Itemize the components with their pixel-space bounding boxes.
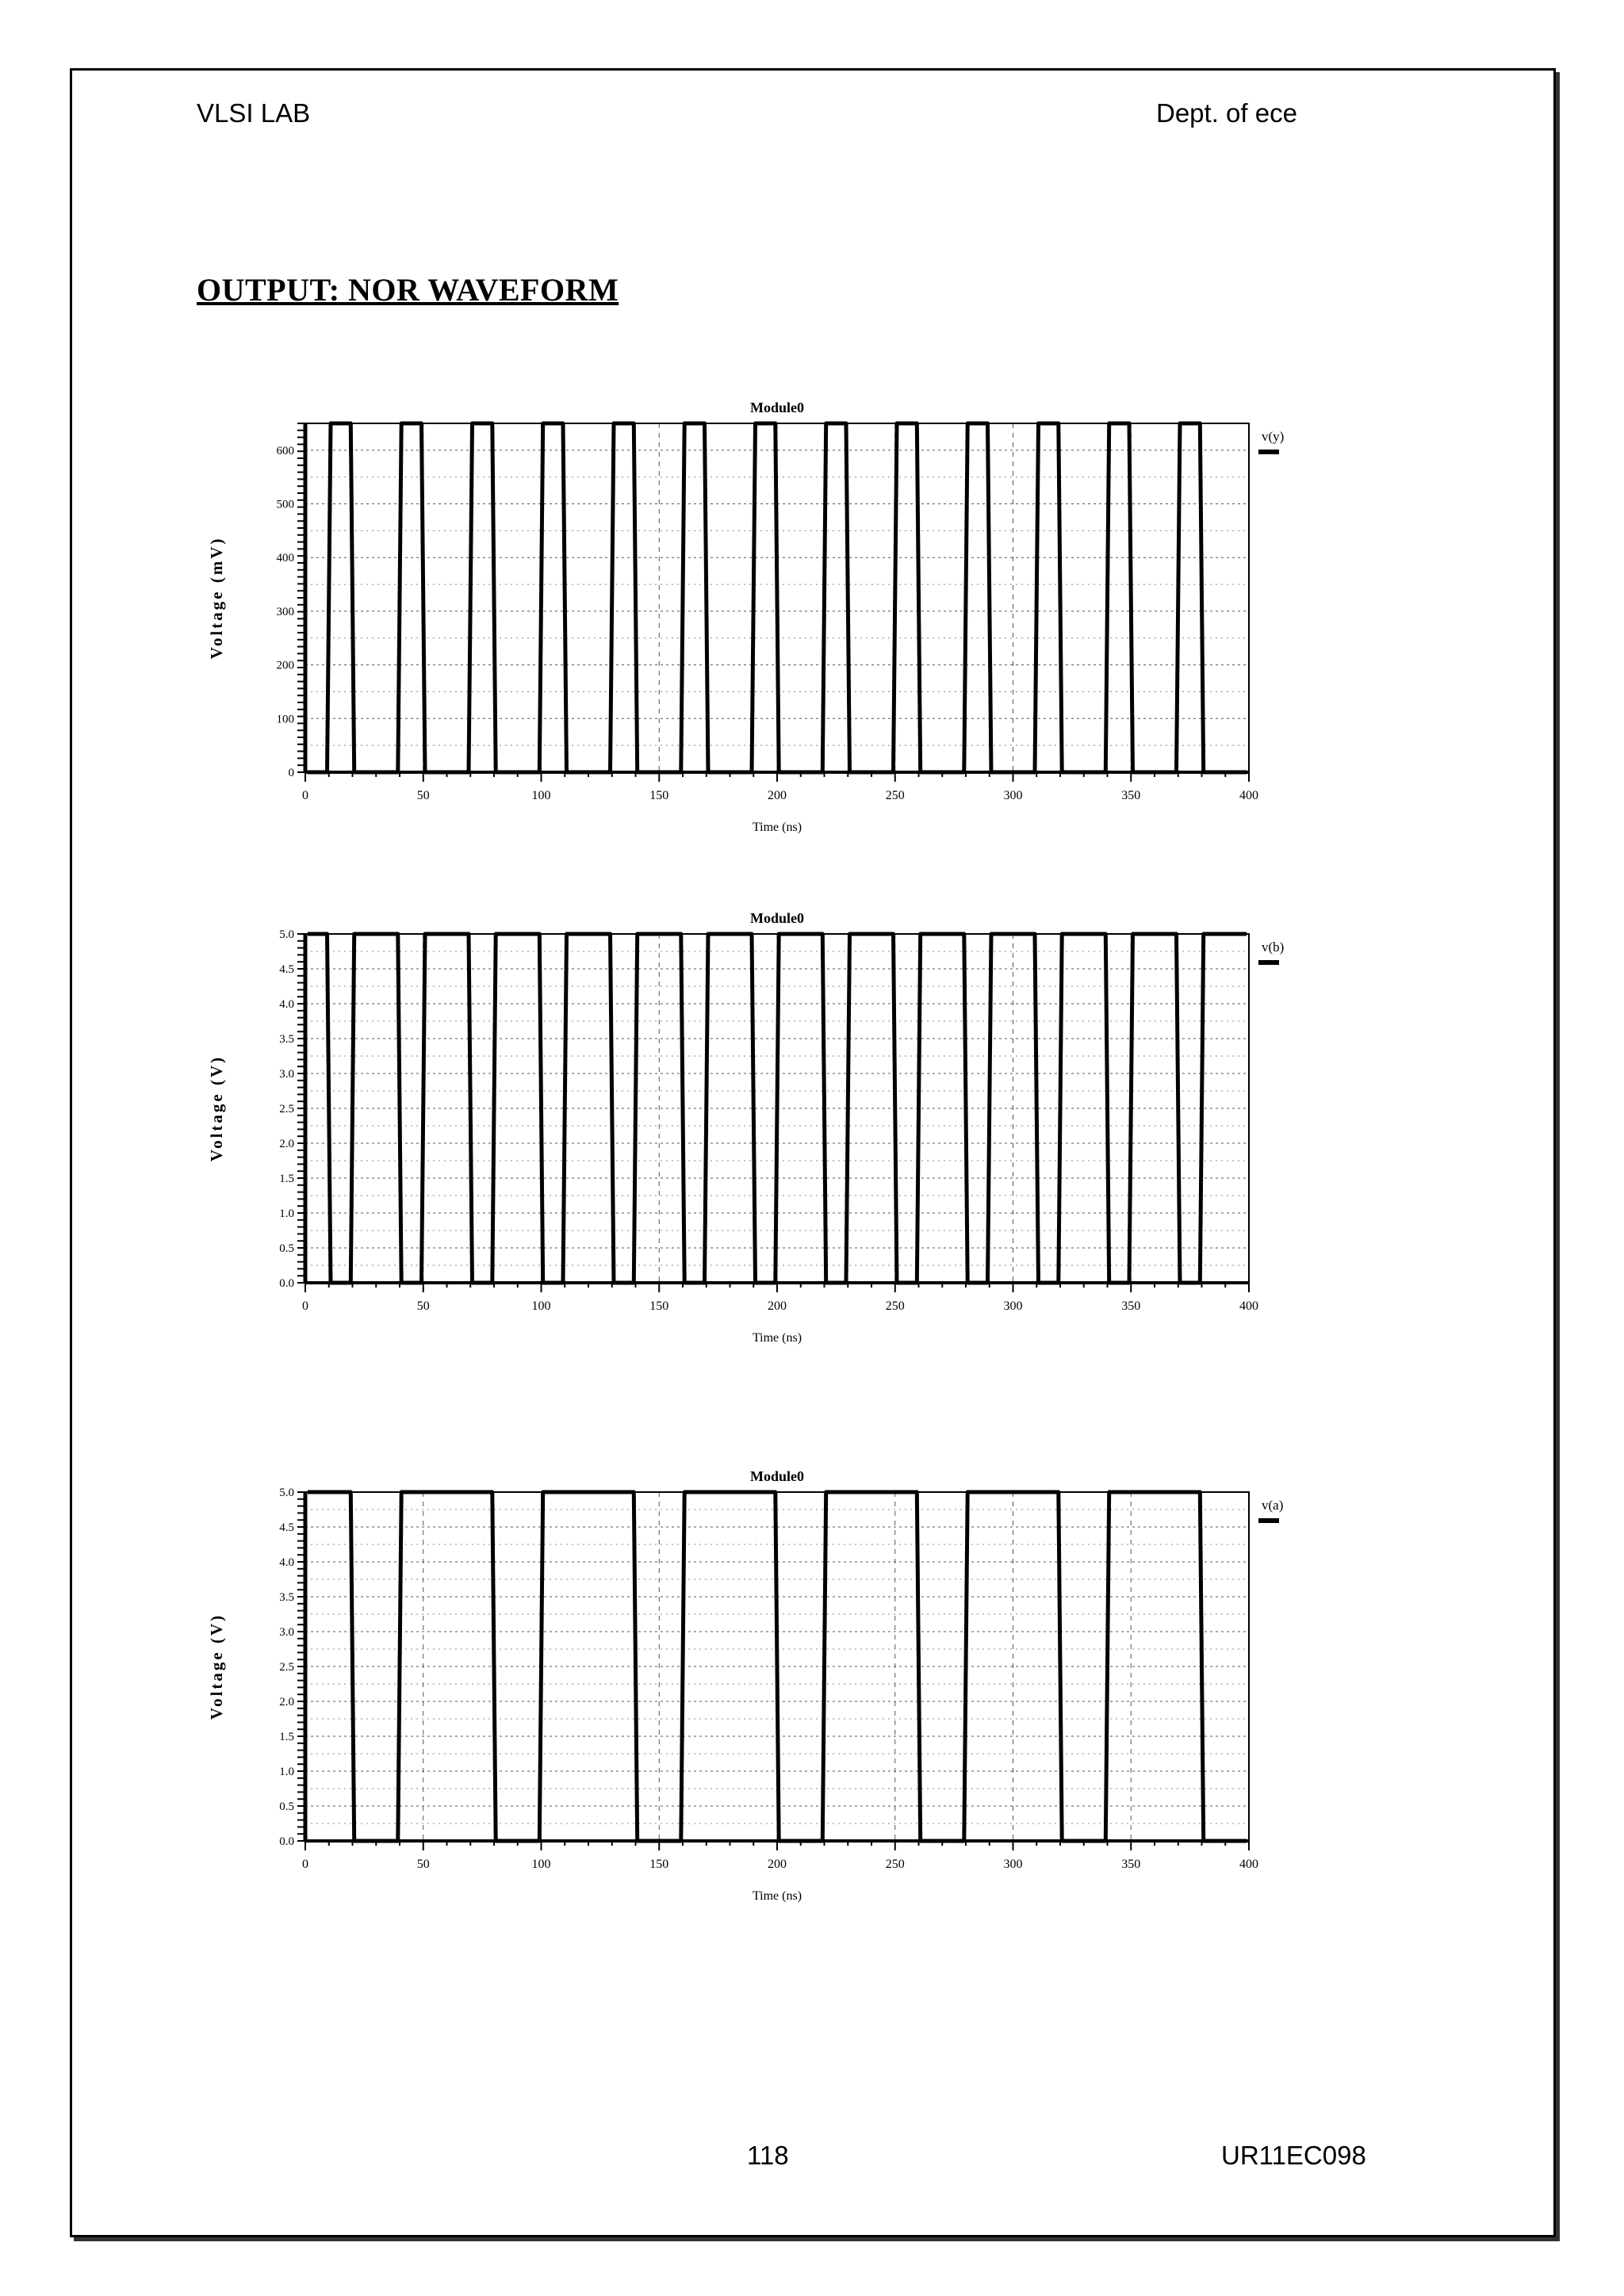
x-tick-label: 300 bbox=[1003, 1858, 1023, 1871]
legend-label: v(y) bbox=[1262, 429, 1285, 444]
x-tick-label: 0 bbox=[302, 789, 308, 802]
x-tick-label: 300 bbox=[1003, 789, 1023, 802]
x-tick-label: 350 bbox=[1121, 1858, 1141, 1871]
y-tick-label: 5.0 bbox=[279, 1487, 294, 1499]
x-axis-label: Time (ns) bbox=[752, 821, 802, 834]
x-tick-label: 350 bbox=[1121, 1299, 1141, 1313]
chart-title: Module0 bbox=[749, 1468, 805, 1484]
y-tick-label: 1.0 bbox=[279, 1766, 294, 1778]
footer-page-number: 118 bbox=[747, 2141, 789, 2170]
chart-input-b bbox=[190, 896, 1300, 1356]
x-tick-label: 200 bbox=[768, 1858, 787, 1871]
x-tick-label: 200 bbox=[768, 789, 787, 802]
x-tick-label: 50 bbox=[416, 1299, 430, 1313]
y-tick-label: 4.5 bbox=[279, 1521, 294, 1534]
y-tick-label: 2.5 bbox=[279, 1661, 294, 1674]
x-tick-label: 0 bbox=[302, 1299, 308, 1313]
y-tick-label: 1.0 bbox=[279, 1207, 294, 1220]
y-tick-label: 1.5 bbox=[279, 1173, 294, 1185]
y-tick-label: 3.5 bbox=[279, 1591, 294, 1604]
x-tick-label: 50 bbox=[416, 789, 430, 802]
x-tick-label: 100 bbox=[531, 789, 551, 802]
x-tick-label: 250 bbox=[885, 1858, 905, 1871]
x-tick-label: 250 bbox=[885, 789, 905, 802]
y-tick-label: 0 bbox=[288, 767, 294, 779]
x-tick-label: 150 bbox=[649, 1299, 669, 1313]
legend-label: v(b) bbox=[1262, 939, 1285, 955]
y-axis-label: Voltage (V) bbox=[207, 1613, 226, 1720]
chart-output-y bbox=[190, 385, 1300, 845]
y-tick-label: 400 bbox=[276, 552, 294, 565]
y-tick-label: 600 bbox=[276, 444, 294, 457]
y-tick-label: 4.5 bbox=[279, 963, 294, 976]
x-tick-label: 100 bbox=[531, 1299, 551, 1313]
y-tick-label: 4.0 bbox=[279, 1556, 294, 1569]
x-tick-label: 400 bbox=[1239, 1858, 1258, 1871]
x-tick-label: 250 bbox=[885, 1299, 905, 1313]
y-tick-label: 300 bbox=[276, 605, 294, 618]
y-tick-label: 3.0 bbox=[279, 1626, 294, 1639]
x-axis-label: Time (ns) bbox=[752, 1889, 802, 1903]
y-tick-label: 200 bbox=[276, 659, 294, 672]
header-department: Dept. of ece bbox=[1156, 98, 1297, 128]
x-tick-label: 350 bbox=[1121, 789, 1141, 802]
y-tick-label: 2.0 bbox=[279, 1696, 294, 1709]
legend-label: v(a) bbox=[1262, 1498, 1284, 1513]
y-tick-label: 5.0 bbox=[279, 928, 294, 941]
waveform-vy bbox=[308, 423, 1247, 772]
y-tick-label: 3.0 bbox=[279, 1068, 294, 1081]
footer-roll-number: UR11EC098 bbox=[1221, 2141, 1366, 2170]
y-tick-label: 500 bbox=[276, 498, 294, 511]
y-axis-label: Voltage (mV) bbox=[207, 536, 226, 660]
x-tick-label: 100 bbox=[531, 1858, 551, 1871]
x-tick-label: 0 bbox=[302, 1858, 308, 1871]
x-tick-label: 200 bbox=[768, 1299, 787, 1313]
x-tick-label: 400 bbox=[1239, 1299, 1258, 1313]
y-tick-label: 0.0 bbox=[279, 1277, 294, 1290]
chart-input-a bbox=[190, 1454, 1300, 1914]
chart-title: Module0 bbox=[749, 910, 805, 926]
x-axis-label: Time (ns) bbox=[752, 1331, 802, 1345]
y-tick-label: 2.5 bbox=[279, 1103, 294, 1115]
y-tick-label: 1.5 bbox=[279, 1731, 294, 1743]
x-tick-label: 400 bbox=[1239, 789, 1258, 802]
x-tick-label: 150 bbox=[649, 1858, 669, 1871]
header-lab-name: VLSI LAB bbox=[197, 98, 311, 128]
y-tick-label: 3.5 bbox=[279, 1033, 294, 1046]
y-axis-label: Voltage (V) bbox=[207, 1054, 226, 1162]
chart-title: Module0 bbox=[749, 400, 805, 415]
x-tick-label: 50 bbox=[416, 1858, 430, 1871]
x-tick-label: 150 bbox=[649, 789, 669, 802]
x-tick-label: 300 bbox=[1003, 1299, 1023, 1313]
y-tick-label: 0.5 bbox=[279, 1242, 294, 1255]
y-tick-label: 4.0 bbox=[279, 998, 294, 1011]
y-tick-label: 0.0 bbox=[279, 1835, 294, 1848]
section-title: OUTPUT: NOR WAVEFORM bbox=[197, 272, 619, 308]
y-tick-label: 100 bbox=[276, 713, 294, 726]
y-tick-label: 2.0 bbox=[279, 1138, 294, 1150]
y-tick-label: 0.5 bbox=[279, 1800, 294, 1813]
